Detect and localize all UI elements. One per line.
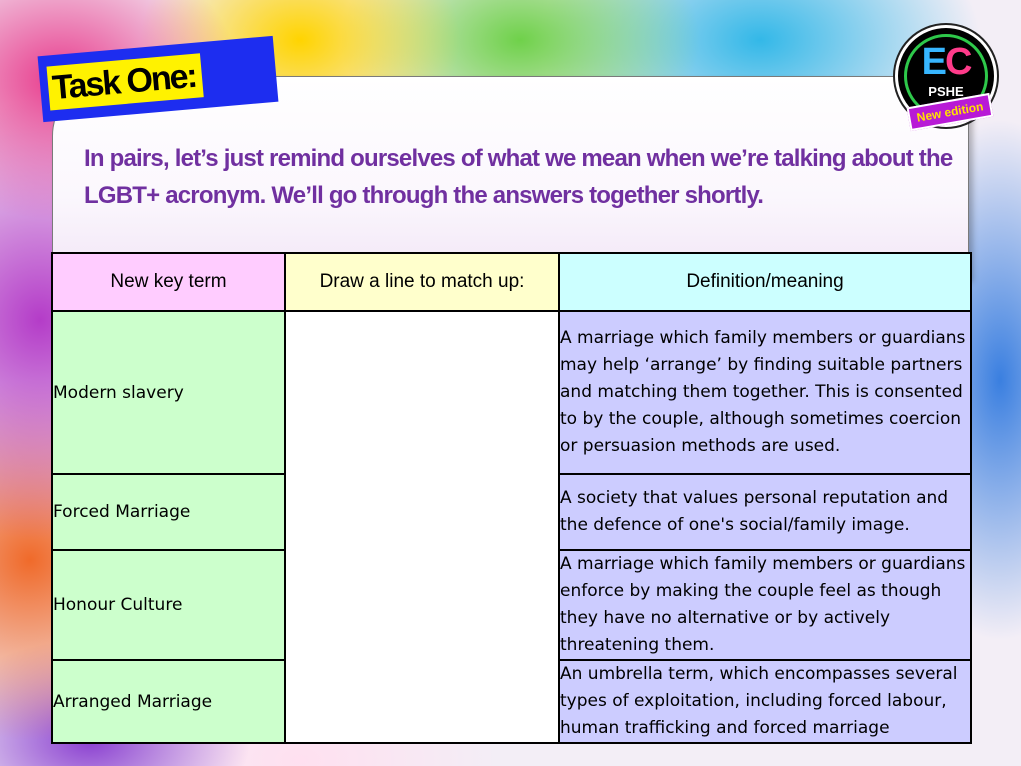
- match-drawing-area[interactable]: [285, 311, 559, 743]
- intro-text: In pairs, let’s just remind ourselves of what we mean when we’re talking about the LGBT+ acronym. We’ll go through the answers together shortly.: [84, 145, 953, 209]
- term-cell: Forced Marriage: [52, 474, 285, 550]
- task-title: Task One:: [47, 53, 204, 110]
- logo-subtitle: PSHE: [928, 84, 964, 99]
- definition-cell: A marriage which family members or guardians enforce by making the couple feel as though they have no alternative or by actively threatening them.: [559, 550, 971, 660]
- definition-cell: An umbrella term, which encompasses several types of exploitation, including forced labour, human trafficking and forced marriage: [559, 660, 971, 743]
- table-row: [52, 311, 971, 474]
- header-key-term: New key term: [52, 253, 285, 311]
- header-definition: Definition/meaning: [559, 253, 971, 311]
- term-cell: Arranged Marriage: [52, 660, 285, 743]
- logo-letters: EC: [921, 41, 971, 83]
- matching-table: [51, 252, 972, 744]
- definition-cell: A society that values personal reputation and the defence of one's social/family image.: [559, 474, 971, 550]
- term-cell: Honour Culture: [52, 550, 285, 660]
- term-cell: Modern slavery: [52, 311, 285, 474]
- table-header-row: [52, 253, 971, 311]
- new-edition-badge: New edition: [907, 93, 994, 131]
- definition-cell: A marriage which family members or guardians may help ‘arrange’ by finding suitable partners and matching them together. This is consented to by the couple, although sometimes coercion or persuasion methods are used.: [559, 311, 971, 474]
- header-match: Draw a line to match up:: [285, 253, 559, 311]
